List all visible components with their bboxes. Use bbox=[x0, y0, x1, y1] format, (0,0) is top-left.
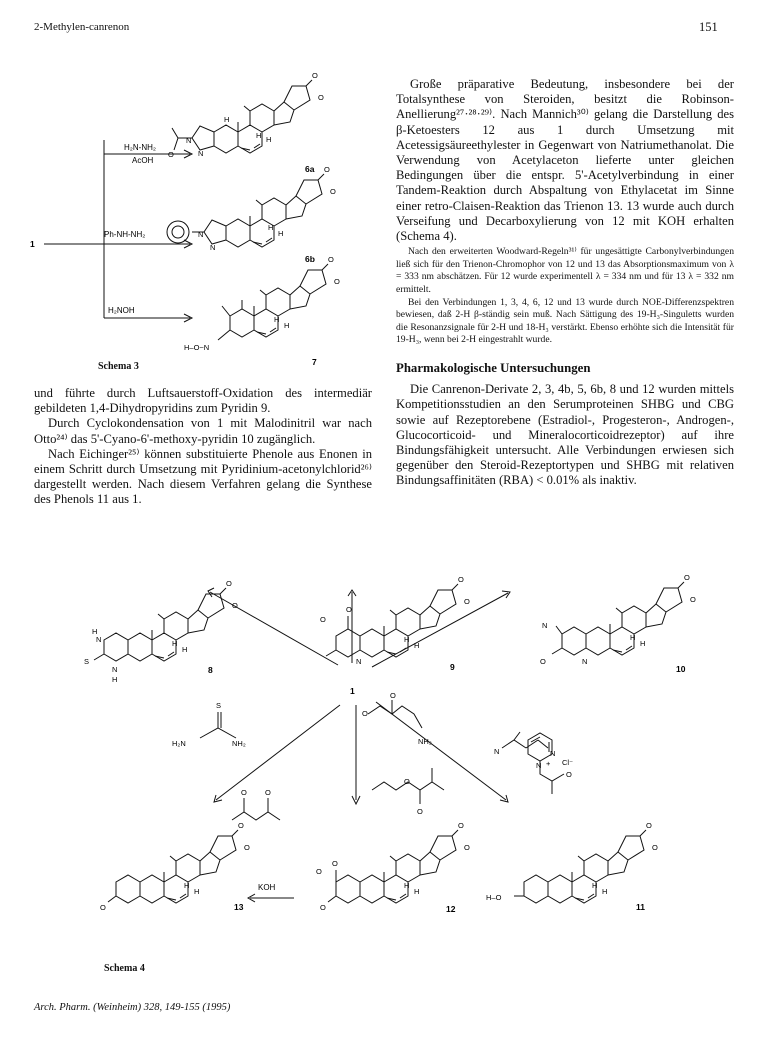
svg-text:H: H bbox=[640, 639, 646, 648]
right-small-print bbox=[396, 246, 734, 347]
svg-text:O: O bbox=[417, 807, 423, 816]
chloride-label: Cl⁻ bbox=[562, 758, 574, 767]
svg-text:N: N bbox=[112, 665, 118, 674]
svg-text:H: H bbox=[630, 633, 636, 642]
svg-text:H: H bbox=[184, 881, 190, 890]
svg-text:H: H bbox=[266, 135, 272, 144]
svg-text:H: H bbox=[256, 131, 262, 140]
svg-text:O: O bbox=[540, 657, 546, 666]
phenol-label: H–O bbox=[486, 893, 502, 902]
svg-text:N: N bbox=[186, 136, 192, 145]
enamine-nh2-label: NH₂ bbox=[418, 737, 432, 746]
svg-text:O: O bbox=[100, 903, 106, 912]
svg-text:O: O bbox=[684, 573, 690, 582]
svg-text:H: H bbox=[278, 229, 284, 238]
thiourea-left-label: H₂N bbox=[172, 739, 186, 748]
svg-text:H: H bbox=[268, 223, 274, 232]
svg-text:H: H bbox=[404, 635, 410, 644]
svg-text:H: H bbox=[592, 881, 598, 890]
svg-text:S: S bbox=[216, 701, 222, 710]
svg-text:H: H bbox=[194, 887, 200, 896]
svg-text:H: H bbox=[112, 675, 118, 684]
svg-text:O: O bbox=[346, 605, 352, 614]
svg-text:O: O bbox=[464, 843, 470, 852]
schema4-caption: Schema 4 bbox=[104, 963, 145, 974]
svg-text:H: H bbox=[414, 641, 420, 650]
structure-11 bbox=[486, 821, 658, 903]
right-text-column bbox=[396, 77, 734, 489]
svg-text:O: O bbox=[168, 150, 174, 159]
structure-7 bbox=[184, 255, 340, 352]
svg-text:N: N bbox=[198, 230, 204, 239]
journal-citation: Arch. Pharm. (Weinheim) 328, 149-155 (1995) bbox=[34, 1002, 231, 1013]
svg-text:O: O bbox=[316, 867, 322, 876]
structure-6b bbox=[167, 165, 336, 252]
svg-text:O: O bbox=[330, 187, 336, 196]
schema4-center-compound: 1 bbox=[350, 686, 355, 696]
svg-text:N: N bbox=[210, 243, 216, 252]
svg-text:O: O bbox=[390, 691, 396, 700]
left-text-column bbox=[34, 386, 372, 508]
svg-text:O: O bbox=[312, 71, 318, 80]
reagent-hydroxylamine: H₂NOH bbox=[108, 306, 135, 315]
svg-text:O: O bbox=[318, 93, 324, 102]
reagent-phenylhydrazine: Ph-NH-NH₂ bbox=[104, 230, 146, 239]
page-number: 151 bbox=[699, 20, 718, 34]
svg-text:N: N bbox=[542, 621, 548, 630]
structure-12 bbox=[316, 821, 470, 912]
compound-6a: 6a bbox=[305, 164, 315, 174]
svg-text:N: N bbox=[198, 149, 204, 158]
svg-text:O: O bbox=[324, 165, 330, 174]
left-paragraph-2: Durch Cyclokondensation von 1 mit Malodinitril war nach Otto²⁴⁾ das 5'-Cyano-6'-methoxy-pyridin 10 zugänglich. bbox=[34, 416, 372, 446]
svg-text:H: H bbox=[284, 321, 290, 330]
svg-text:O: O bbox=[241, 788, 247, 797]
structure-13 bbox=[100, 821, 250, 912]
svg-text:O: O bbox=[232, 601, 238, 610]
thiourea-right-label: NH₂ bbox=[232, 739, 246, 748]
left-paragraph-3: Nach Eichinger²⁵⁾ können substituierte Phenole aus Enonen in einem Schritt durch Umsetzung mit Pyridinium-acetonylchlorid²⁶⁾ dargestellt werden. Nach diesem Verfahren gelang die Synthese des Phenols 11 aus 1. bbox=[34, 446, 372, 507]
svg-text:O: O bbox=[320, 903, 326, 912]
svg-text:H: H bbox=[602, 887, 608, 896]
right-small-paragraph-2: Bei den Verbindungen 1, 3, 4, 6, 12 und 13 wurde durch NOE-Differenzspektren bewiesen, daß 2-H β-ständig sein muß. Nach Sättigung des 19-H₃-Singuletts wurden die Resonanzsignale für 2-H und 18-H₃ verstärkt. Ebenso erhöhte sich die Intensität für 19-H₃, wenn bei 2-H eingestrahlt wurde. bbox=[396, 296, 734, 346]
compound-6b: 6b bbox=[305, 254, 315, 264]
svg-text:O: O bbox=[690, 595, 696, 604]
compound-8: 8 bbox=[208, 665, 213, 675]
structure-9 bbox=[320, 575, 470, 666]
svg-text:N: N bbox=[96, 635, 102, 644]
svg-text:O: O bbox=[458, 821, 464, 830]
right-paragraph-2: Die Canrenon-Derivate 2, 3, 4b, 5, 6b, 8 und 12 wurden mittels Kompetitionsstudien an den Serumproteinen SHBG und CBG sowie auf Rezeptorebene (Estradiol-, Progesteron-, Androgen-, Glucocorticoid- und Mineralocorticoidrezeptor) auf ihre Bindungsfähigkeit untersucht. Alle Verbindungen erwiesen sich gegenüber den Steroid-Rezeptortypen und SHBG mit relativen Bindungsaffinitäten (RBA) < 0.01% als inaktiv. bbox=[396, 382, 734, 488]
section-heading: Pharmakologische Untersuchungen bbox=[396, 360, 591, 375]
svg-text:O: O bbox=[265, 788, 271, 797]
schema3-branch-lines bbox=[104, 140, 190, 318]
schema3-caption: Schema 3 bbox=[98, 361, 139, 372]
svg-text:H: H bbox=[224, 115, 230, 124]
svg-text:O: O bbox=[652, 843, 658, 852]
right-small-paragraph-1: Nach den erweiterten Woodward-Regeln³¹⁾ für ungesättigte Carbonylverbindungen ließ sich für den Trienon-Chromophor von 12 und 13 das Absorptionsmaximum von λ = 333 nm abschätzen. Für 12 wurde experimentell λ = 334 nm und für 13 λ = 332 nm ermittelt. bbox=[396, 246, 734, 296]
svg-text:O: O bbox=[328, 255, 334, 264]
svg-text:O: O bbox=[646, 821, 652, 830]
svg-text:O: O bbox=[362, 709, 368, 718]
pyridinium-n: N bbox=[536, 761, 542, 770]
reagent-hydrazine: H₂N-NH₂ bbox=[124, 143, 156, 152]
svg-text:H: H bbox=[182, 645, 188, 654]
svg-text:O: O bbox=[404, 777, 410, 786]
svg-text:O: O bbox=[332, 859, 338, 868]
svg-text:O: O bbox=[334, 277, 340, 286]
svg-text:H: H bbox=[414, 887, 420, 896]
running-title: 2-Methylen-canrenon bbox=[34, 21, 130, 33]
svg-text:H: H bbox=[274, 315, 280, 324]
svg-text:H: H bbox=[172, 639, 178, 648]
svg-text:H: H bbox=[404, 881, 410, 890]
pyridinium-plus: + bbox=[546, 759, 551, 768]
svg-text:O: O bbox=[320, 615, 326, 624]
svg-text:S: S bbox=[84, 657, 90, 666]
svg-text:H: H bbox=[92, 627, 98, 636]
oxime-label: H–O~N bbox=[184, 343, 210, 352]
reagent-acoh: AcOH bbox=[132, 156, 154, 165]
svg-text:O: O bbox=[464, 597, 470, 606]
schema3-start-compound: 1 bbox=[30, 239, 35, 249]
left-paragraph-1: und führte durch Luftsauerstoff-Oxidation des intermediär gebildeten 1,4-Dihydropyridins zum Pyridin 9. bbox=[34, 386, 372, 416]
svg-text:O: O bbox=[566, 770, 572, 779]
compound-12: 12 bbox=[446, 904, 456, 914]
svg-text:O: O bbox=[226, 579, 232, 588]
malononitrile-n2: N bbox=[550, 749, 556, 758]
malononitrile-n1: N bbox=[494, 747, 500, 756]
structure-10 bbox=[540, 573, 696, 666]
compound-11: 11 bbox=[636, 902, 645, 912]
compound-7: 7 bbox=[312, 357, 317, 367]
compound-13: 13 bbox=[234, 902, 244, 912]
svg-text:O: O bbox=[238, 821, 244, 830]
svg-text:N: N bbox=[582, 657, 588, 666]
right-paragraph-1: Große präparative Bedeutung, insbesondere bei der Totalsynthese von Steroiden, besitzt die Robinson-Anellierung²⁷·²⁸·²⁹⁾. Nach Mannich³⁰⁾ gelang die Darstellung des β-Ketoesters 12 aus 1 durch Umsetzung mit Acetessigsäureethylester in Gegenwart von Natriumethanolat. Die Verwendung von Acetylaceton lieferte unter gleichen Bedingungen über die entspr. 5'-Acetylverbindung in einer Tandem-Reaktion durch Abspaltung von Ethylacetat im Sinne einer retro-Claisen-Reaktion das Trienon 13. 13 wurde auch durch Verseifung und Decarboxylierung von 12 mit KOH erhalten (Schema 4). bbox=[396, 77, 734, 244]
svg-text:O: O bbox=[244, 843, 250, 852]
svg-text:N: N bbox=[356, 657, 362, 666]
compound-10: 10 bbox=[676, 664, 686, 674]
reagent-koh: KOH bbox=[258, 883, 276, 892]
compound-9: 9 bbox=[450, 662, 455, 672]
structure-6a bbox=[168, 71, 324, 159]
svg-text:O: O bbox=[458, 575, 464, 584]
